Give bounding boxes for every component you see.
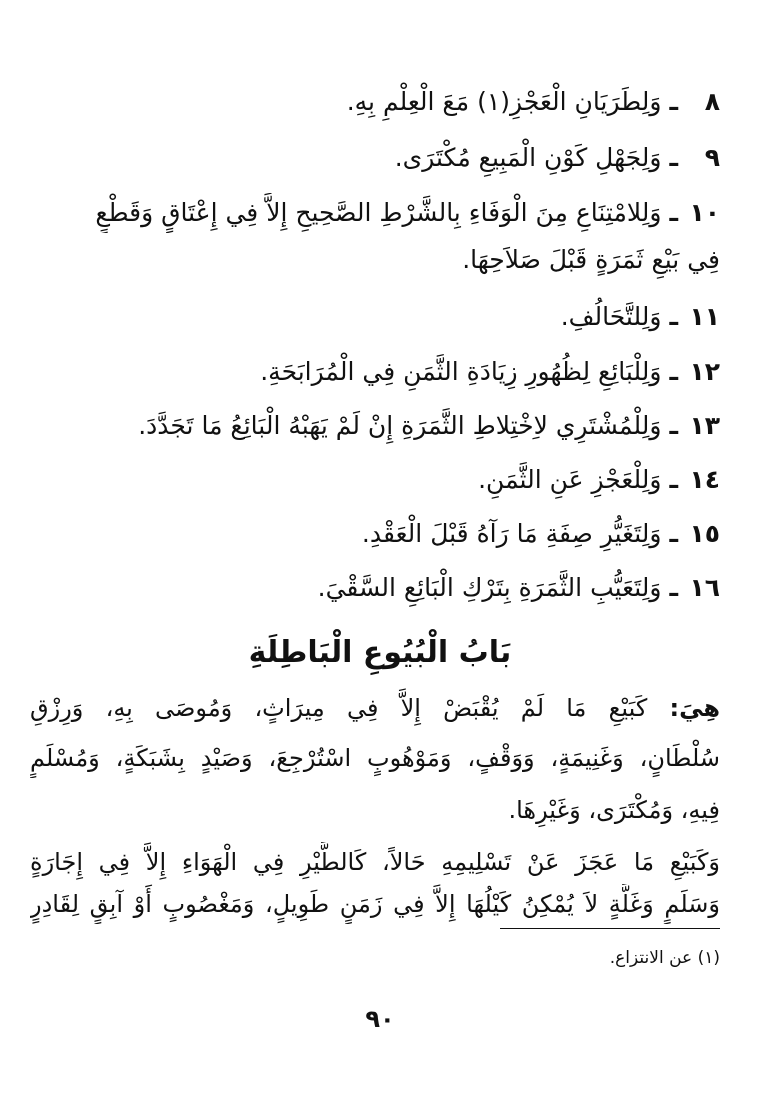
item-dash: ـ <box>669 143 678 172</box>
item-text: وَلِلْبَائِعِ لِظُهُورِ زِيَادَةِ الثَّمَنِ فِي الْمُرَابَحَةِ. <box>260 357 662 386</box>
item-text: وَلِلْمُشْتَرِي لاِخْتِلاطِ الثَّمَرَةِ إِنْ لَمْ يَهَبْهُ الْبَائِعُ مَا تَجَدَّدَ. <box>138 411 662 440</box>
item-number: ٩ <box>704 143 720 172</box>
item-dash: ـ <box>669 411 678 440</box>
list-item <box>30 138 720 178</box>
paragraph-lead: هِيَ: <box>669 694 720 722</box>
list-item <box>30 297 720 337</box>
item-dash: ـ <box>669 357 678 386</box>
paragraph-line: وَسَلَمٍ وَغَلَّةٍ لاَ يُمْكِنُ كَيْلُهَا إِلاَّ فِي زَمَنٍ طَوِيلٍ، وَمَغْصُوبٍ أَوْ آبِقٍ لِقَادِرٍ <box>30 890 720 918</box>
item-number: ١٠ <box>689 198 720 227</box>
item-number: ١٣ <box>689 411 720 440</box>
paragraph-line: وَكَبَيْعِ مَا عَجَزَ عَنْ تَسْلِيمِهِ حَالاً، كَالطَّيْرِ فِي الْهَوَاءِ إِلاَّ فِي إِجَارَةٍ <box>30 848 720 876</box>
item-text: وَلِطَرَيَانِ الْعَجْزِ(١) مَعَ الْعِلْمِ بِهِ. <box>346 87 662 116</box>
paragraph-text: كَبَيْعِ مَا لَمْ يُقْبَضْ إِلاَّ فِي مِيرَاثٍ، وَمُوصَى بِهِ، وَرِزْقِ <box>30 694 648 722</box>
footnote-divider <box>500 928 720 929</box>
item-number: ١٤ <box>689 465 720 494</box>
footnote: (١) عن الانتزاع. <box>609 948 720 968</box>
list-item-continuation <box>30 240 720 280</box>
item-text: فِي بَيْعِ ثَمَرَةٍ قَبْلَ صَلاَحِهَا. <box>462 245 720 274</box>
paragraph-line <box>30 688 720 728</box>
item-text: وَلِلامْتِنَاعِ مِنَ الْوَفَاءِ بِالشَّرْطِ الصَّحِيحِ إِلاَّ فِي إِعْتَاقٍ وَقَطْعٍ <box>95 198 662 227</box>
list-item <box>30 82 720 122</box>
list-item <box>30 352 720 392</box>
list-item <box>30 406 720 446</box>
paragraph-line: سُلْطَانٍ، وَغَنِيمَةٍ، وَوَقْفٍ، وَمَوْهُوبٍ اسْتُرْجِعَ، وَصَيْدٍ بِشَبَكَةٍ، وَمُسْلَمٍ <box>30 744 720 772</box>
section-title: بَابُ الْبُيُوعِ الْبَاطِلَةِ <box>248 635 512 670</box>
item-dash: ـ <box>669 198 678 227</box>
list-item <box>30 514 720 554</box>
list-item <box>30 460 720 500</box>
item-dash: ـ <box>669 573 678 602</box>
item-text: وَلِتَعَيُّبِ الثَّمَرَةِ بِتَرْكِ الْبَائِعِ السَّقْيَ. <box>317 573 662 602</box>
item-dash: ـ <box>669 87 678 116</box>
item-number: ١١ <box>689 302 720 331</box>
list-item <box>30 568 720 608</box>
item-dash: ـ <box>669 465 678 494</box>
list-item <box>30 193 720 233</box>
item-number: ٨ <box>704 87 720 116</box>
item-number: ١٢ <box>689 357 720 386</box>
page-number: ٩٠ <box>365 1005 395 1033</box>
item-dash: ـ <box>669 519 678 548</box>
item-number: ١٥ <box>689 519 720 548</box>
item-text: وَلِلتَّحَالُفِ. <box>560 302 662 331</box>
item-number: ١٦ <box>689 573 720 602</box>
paragraph-line: فِيهِ، وَمُكْتَرَى، وَغَيْرِهَا. <box>508 796 720 824</box>
item-text: وَلِتَغَيُّرِ صِفَةِ مَا رَآهُ قَبْلَ الْعَقْدِ. <box>361 519 662 548</box>
item-text: وَلِلْعَجْزِ عَنِ الثَّمَنِ. <box>478 465 662 494</box>
item-dash: ـ <box>669 302 678 331</box>
item-text: وَلِجَهْلِ كَوْنِ الْمَبِيعِ مُكْتَرَى. <box>394 143 662 172</box>
